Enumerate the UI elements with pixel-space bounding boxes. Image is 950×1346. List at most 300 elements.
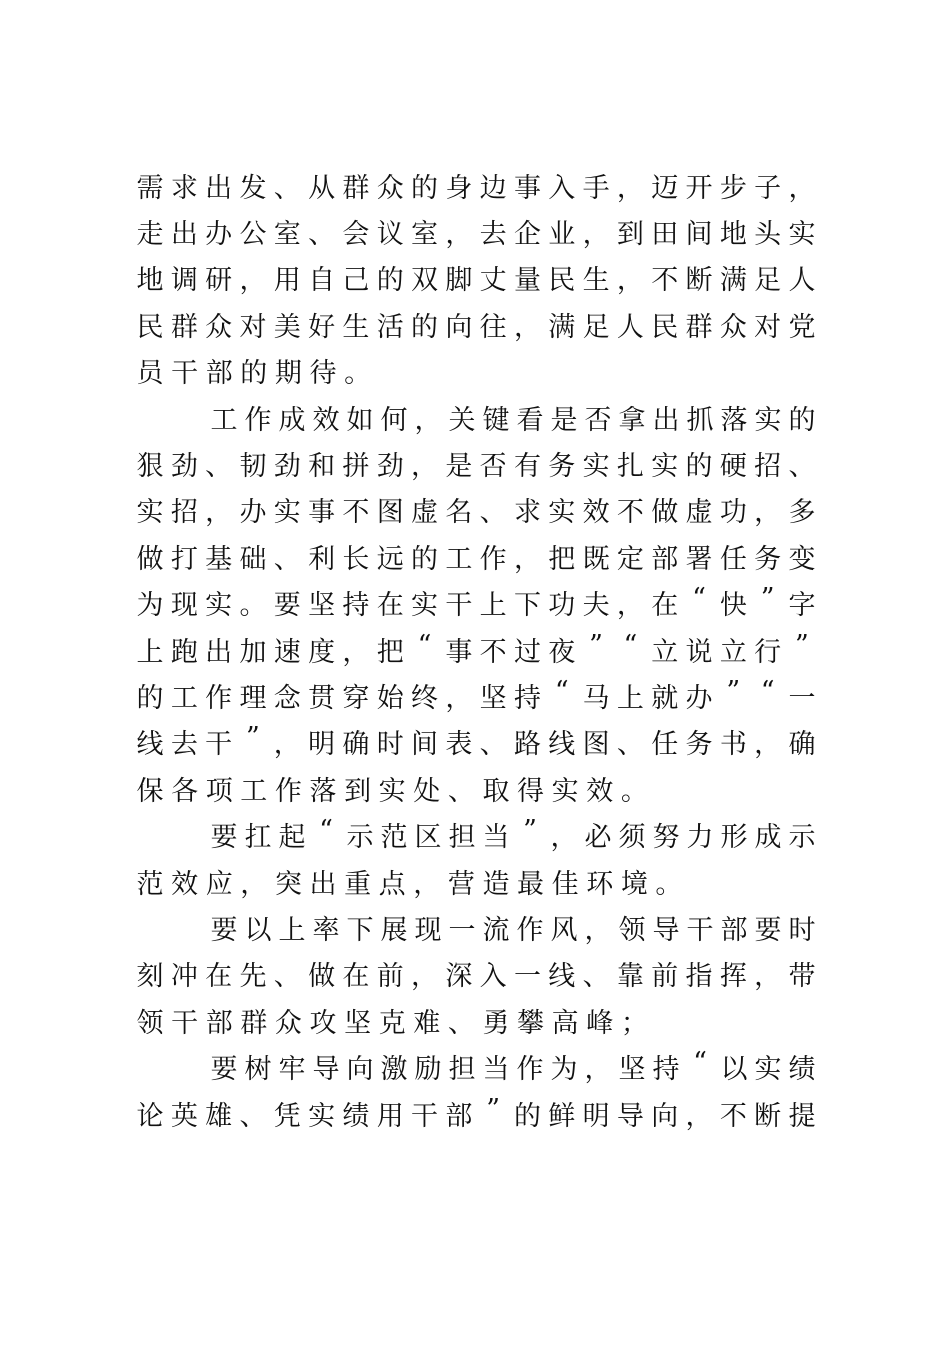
text-char: ，: [413, 868, 441, 900]
text-char: 何: [380, 404, 408, 436]
text-line-content: [136, 305, 816, 344]
text-char: 满: [548, 311, 576, 343]
text-char: ，: [273, 729, 301, 761]
text-char: 民: [136, 311, 164, 343]
text-char: 牢: [278, 1054, 306, 1086]
text-char: 靠: [616, 961, 644, 993]
text-char: 多: [788, 497, 816, 529]
text-char: 劲: [273, 450, 301, 482]
text-char: 实: [551, 775, 579, 807]
text-char: 工: [170, 682, 198, 714]
text-char: 看: [516, 404, 544, 436]
text-char: 研: [205, 265, 233, 297]
text-char: 人: [788, 265, 816, 297]
text-char: 干: [445, 590, 473, 622]
text-char: 须: [618, 822, 646, 854]
text-char: 础: [239, 543, 267, 575]
text-char: 生: [342, 311, 370, 343]
text-char: 待: [309, 358, 337, 390]
text-char: ，: [616, 172, 644, 204]
text-char: 刻: [136, 961, 164, 993]
text-char: 扎: [616, 450, 644, 482]
text-char: 身: [445, 172, 473, 204]
text-line-content: [136, 166, 816, 205]
text-char: 在: [376, 590, 404, 622]
text-char: 突: [274, 868, 302, 900]
text-char: 范: [380, 822, 408, 854]
text-char: 。: [655, 868, 683, 900]
text-char: 硬: [719, 450, 747, 482]
text-char: 的: [685, 450, 713, 482]
text-char: 众: [274, 1007, 302, 1039]
text-char: 夜: [548, 636, 576, 668]
text-char: 干: [171, 358, 199, 390]
text-char: ，: [445, 218, 473, 250]
text-char: 对: [754, 311, 782, 343]
text-char: 担: [448, 1054, 476, 1086]
text-char: 终: [411, 682, 438, 714]
text-line-content: [210, 398, 816, 437]
text-char: 现: [414, 914, 442, 946]
text-char: 扛: [244, 822, 272, 854]
text-char: 利: [308, 543, 336, 575]
text-char: 以: [244, 914, 272, 946]
text-char: “: [417, 629, 432, 661]
text-char: 间: [685, 218, 713, 250]
text-char: 务: [685, 729, 713, 761]
text-char: 效: [582, 497, 610, 529]
text-char: ”: [589, 629, 603, 661]
text-char: 狠: [136, 450, 164, 482]
text-char: “: [623, 629, 638, 661]
text-char: 挥: [719, 961, 747, 993]
text-char: 出: [652, 404, 680, 436]
text-char: ，: [240, 868, 268, 900]
text-char: ，: [414, 404, 442, 436]
text-line-content: [136, 862, 690, 901]
text-char: 念: [273, 682, 301, 714]
text-char: 一: [513, 961, 541, 993]
text-char: 求: [170, 172, 198, 204]
text-line: [136, 490, 816, 530]
text-char: 室: [411, 218, 438, 250]
text-char: 实: [754, 1054, 782, 1086]
text-char: 足: [582, 311, 610, 343]
text-char: 处: [413, 775, 441, 807]
text-char: 工: [240, 775, 268, 807]
text-char: 持: [513, 682, 541, 714]
text-line-content: [210, 1047, 816, 1086]
text-char: ，: [584, 1054, 612, 1086]
text-line: [136, 861, 816, 901]
text-char: 、: [205, 450, 233, 482]
text-char: ，: [788, 172, 816, 204]
text-char: 必: [584, 822, 612, 854]
text-char: 部: [720, 914, 748, 946]
text-char: 、: [308, 218, 336, 250]
text-line-content: [136, 769, 655, 808]
text-line: [136, 629, 816, 669]
text-char: 示: [788, 822, 816, 854]
text-char: 作: [516, 914, 544, 946]
text-char: 始: [376, 682, 404, 714]
text-char: 贯: [308, 682, 336, 714]
text-char: 有: [513, 450, 541, 482]
text-char: 的: [240, 358, 268, 390]
text-char: 在: [205, 961, 233, 993]
text-char: 办: [239, 497, 267, 529]
text-char: 凭: [273, 1100, 301, 1132]
text-char: 上: [616, 682, 644, 714]
text-char: 把: [548, 543, 576, 575]
text-char: 线: [548, 729, 576, 761]
text-char: 办: [205, 218, 233, 250]
text-char: 风: [550, 914, 578, 946]
text-char: 业: [548, 218, 576, 250]
text-line-content: [136, 954, 816, 993]
text-char: 求: [513, 497, 541, 529]
text-char: 示: [346, 822, 374, 854]
text-char: 是: [550, 404, 578, 436]
text-char: 民: [651, 311, 679, 343]
text-line: [136, 815, 816, 855]
text-char: 图: [376, 497, 404, 529]
text-char: 峰: [586, 1007, 614, 1039]
text-char: 活: [376, 311, 404, 343]
text-char: 。: [344, 358, 372, 390]
text-char: 抓: [686, 404, 714, 436]
text-char: 冲: [170, 961, 198, 993]
text-char: 行: [754, 636, 782, 668]
text-char: 绩: [788, 1054, 816, 1086]
text-char: 会: [342, 218, 370, 250]
text-char: 到: [616, 218, 644, 250]
text-char: 要: [210, 914, 238, 946]
text-char: 确: [788, 729, 816, 761]
text-char: “: [692, 583, 706, 615]
text-char: 不: [651, 265, 679, 297]
text-char: 众: [719, 311, 747, 343]
text-char: 入: [479, 961, 507, 993]
text-char: 变: [788, 543, 816, 575]
text-char: 实: [136, 497, 164, 529]
text-char: 落: [720, 404, 748, 436]
text-char: 鲜: [548, 1100, 576, 1132]
text-char: 丈: [479, 265, 507, 297]
text-char: 往: [479, 311, 507, 343]
text-char: 键: [482, 404, 510, 436]
text-line-content: [136, 258, 816, 297]
text-char: 先: [239, 961, 267, 993]
text-char: 效: [586, 775, 614, 807]
text-char: 深: [445, 961, 473, 993]
text-char: 长: [342, 543, 370, 575]
text-line-content: [136, 537, 816, 576]
text-char: 坚: [618, 1054, 646, 1086]
text-char: 成: [754, 822, 782, 854]
text-char: 远: [376, 543, 404, 575]
text-char: 穿: [342, 682, 370, 714]
text-char: 路: [513, 729, 541, 761]
text-char: 党: [788, 311, 816, 343]
text-char: 做: [136, 543, 164, 575]
text-char: 下: [513, 590, 541, 622]
text-char: 图: [582, 729, 610, 761]
text-char: 去: [170, 729, 198, 761]
text-line: [136, 1093, 816, 1133]
text-char: 佳: [551, 868, 579, 900]
text-char: 是: [445, 450, 473, 482]
text-char: 开: [685, 172, 713, 204]
text-char: 提: [788, 1100, 816, 1132]
text-char: 要: [273, 590, 301, 622]
text-char: ”: [246, 722, 260, 754]
text-char: ，: [411, 450, 438, 482]
text-char: 作: [479, 543, 507, 575]
text-char: “: [319, 815, 333, 847]
text-char: 从: [308, 172, 336, 204]
text-char: 断: [685, 265, 713, 297]
text-char: 的: [136, 682, 164, 714]
text-char: 足: [754, 265, 782, 297]
text-char: 下: [346, 914, 374, 946]
text-char: 坚: [479, 682, 507, 714]
text-line-content: [136, 444, 816, 483]
text-char: 点: [378, 868, 406, 900]
text-char: 。: [620, 775, 648, 807]
text-char: 起: [278, 822, 306, 854]
text-char: ，: [582, 218, 610, 250]
text-line-content: [136, 630, 816, 669]
text-char: 实: [788, 218, 816, 250]
text-line: [136, 165, 816, 205]
text-char: 虚: [411, 497, 438, 529]
text-char: 过: [513, 636, 541, 668]
text-char: 上: [278, 914, 306, 946]
text-char: 如: [346, 404, 374, 436]
text-char: 流: [482, 914, 510, 946]
text-char: 量: [513, 265, 541, 297]
text-char: 干: [686, 914, 714, 946]
text-line-content: [136, 1001, 655, 1040]
text-char: 作: [205, 682, 233, 714]
text-char: 最: [517, 868, 545, 900]
text-char: 群: [170, 311, 198, 343]
text-char: 难: [413, 1007, 441, 1039]
text-char: 众: [205, 311, 233, 343]
text-char: 招: [170, 497, 198, 529]
text-char: 定: [616, 543, 644, 575]
text-char: 坚: [308, 590, 336, 622]
text-line: [136, 536, 816, 576]
text-char: 前: [651, 961, 679, 993]
text-char: 任: [651, 729, 679, 761]
text-char: 指: [685, 961, 713, 993]
text-char: 项: [205, 775, 233, 807]
text-char: 书: [719, 729, 747, 761]
text-char: 、: [582, 961, 610, 993]
text-char: 不: [719, 1100, 747, 1132]
text-char: ”: [726, 675, 741, 707]
text-char: 上: [479, 590, 507, 622]
text-char: 励: [414, 1054, 442, 1086]
text-char: 要: [210, 1054, 238, 1086]
text-char: 当: [482, 822, 510, 854]
text-char: 度: [308, 636, 336, 668]
text-char: ，: [205, 497, 233, 529]
text-char: 速: [273, 636, 301, 668]
text-char: 激: [380, 1054, 408, 1086]
text-char: 的: [411, 311, 438, 343]
text-char: 效: [171, 868, 199, 900]
text-char: 导: [652, 914, 680, 946]
text-char: 带: [788, 961, 816, 993]
text-char: 工: [445, 543, 473, 575]
text-char: “: [760, 675, 775, 707]
text-char: 不: [616, 497, 644, 529]
text-char: 领: [618, 914, 646, 946]
text-char: 树: [244, 1054, 272, 1086]
text-char: 线: [136, 729, 164, 761]
text-char: 的: [411, 172, 438, 204]
text-char: 前: [376, 961, 404, 993]
text-char: 期: [274, 358, 302, 390]
text-char: 需: [136, 172, 164, 204]
text-char: “: [693, 1047, 707, 1079]
text-line-content: [136, 490, 816, 529]
text-char: 展: [380, 914, 408, 946]
text-char: 议: [376, 218, 404, 250]
text-char: 出: [205, 172, 233, 204]
text-char: 脚: [445, 265, 473, 297]
text-char: 手: [582, 172, 610, 204]
text-char: 持: [652, 1054, 680, 1086]
text-char: ，: [411, 961, 438, 993]
text-char: 、: [273, 543, 301, 575]
text-char: 作: [244, 404, 272, 436]
text-char: 、: [447, 1007, 475, 1039]
text-char: 攻: [309, 1007, 337, 1039]
text-char: “: [554, 675, 569, 707]
text-char: 效: [312, 404, 340, 436]
text-char: 不: [479, 636, 507, 668]
text-char: 环: [586, 868, 614, 900]
text-char: 绩: [342, 1100, 370, 1132]
text-char: 快: [719, 590, 747, 622]
text-char: 自: [308, 265, 336, 297]
text-line: [136, 722, 816, 762]
text-char: 实: [548, 497, 576, 529]
text-char: 上: [136, 636, 164, 668]
text-char: 形: [720, 822, 748, 854]
text-char: 境: [620, 868, 648, 900]
text-char: 立: [719, 636, 747, 668]
text-char: 用: [376, 1100, 404, 1132]
text-char: 功: [719, 497, 747, 529]
text-char: 用: [273, 265, 301, 297]
text-char: 勇: [482, 1007, 510, 1039]
text-char: 明: [308, 729, 336, 761]
text-char: 群: [240, 1007, 268, 1039]
text-char: 实: [308, 1100, 336, 1132]
text-char: 功: [548, 590, 576, 622]
text-char: 为: [550, 1054, 578, 1086]
text-char: 干: [171, 1007, 199, 1039]
text-char: 在: [651, 590, 679, 622]
text-char: ，: [342, 636, 370, 668]
text-char: 实: [411, 590, 438, 622]
text-char: 头: [754, 218, 782, 250]
text-char: 现: [170, 590, 198, 622]
text-char: 事: [513, 172, 541, 204]
text-char: 地: [136, 265, 164, 297]
text-char: 向: [651, 1100, 679, 1132]
text-char: 公: [239, 218, 267, 250]
text-char: 部: [205, 358, 233, 390]
text-char: ，: [616, 265, 644, 297]
text-char: ，: [550, 822, 578, 854]
text-char: 去: [479, 218, 507, 250]
text-char: 任: [719, 543, 747, 575]
text-char: 营: [447, 868, 475, 900]
text-char: 马: [582, 682, 610, 714]
text-char: 断: [754, 1100, 782, 1132]
text-char: 跑: [170, 636, 198, 668]
text-char: 的: [376, 265, 404, 297]
text-char: ；: [620, 1007, 648, 1039]
text-char: 时: [376, 729, 404, 761]
text-char: 实: [378, 775, 406, 807]
text-char: 明: [582, 1100, 610, 1132]
text-char: ，: [445, 682, 473, 714]
text-char: 雄: [205, 1100, 233, 1132]
text-char: 务: [754, 543, 782, 575]
text-char: 成: [278, 404, 306, 436]
text-char: 对: [239, 311, 267, 343]
text-char: 担: [448, 822, 476, 854]
text-char: 力: [686, 822, 714, 854]
text-char: 坚: [344, 1007, 372, 1039]
text-char: ，: [754, 729, 782, 761]
text-char: 到: [344, 775, 372, 807]
text-char: 否: [584, 404, 612, 436]
text-line: [136, 397, 816, 437]
text-char: 的: [513, 1100, 541, 1132]
text-char: 。: [239, 590, 267, 622]
text-char: 、: [616, 729, 644, 761]
text-char: 署: [685, 543, 713, 575]
text-char: 重: [344, 868, 372, 900]
text-char: 员: [136, 358, 164, 390]
text-char: 人: [616, 311, 644, 343]
text-char: 以: [720, 1054, 748, 1086]
text-line: [136, 443, 816, 483]
text-char: 一: [788, 682, 816, 714]
text-char: 走: [136, 218, 164, 250]
text-line-content: [210, 815, 816, 854]
text-char: 实: [205, 590, 233, 622]
text-char: 各: [171, 775, 199, 807]
text-char: 要: [754, 914, 782, 946]
text-char: 导: [616, 1100, 644, 1132]
text-char: 领: [136, 1007, 164, 1039]
text-line-content: [136, 676, 816, 715]
text-char: 务: [548, 450, 576, 482]
text-char: 一: [448, 914, 476, 946]
text-char: 否: [479, 450, 507, 482]
text-char: 劲: [170, 450, 198, 482]
text-char: 步: [719, 172, 747, 204]
